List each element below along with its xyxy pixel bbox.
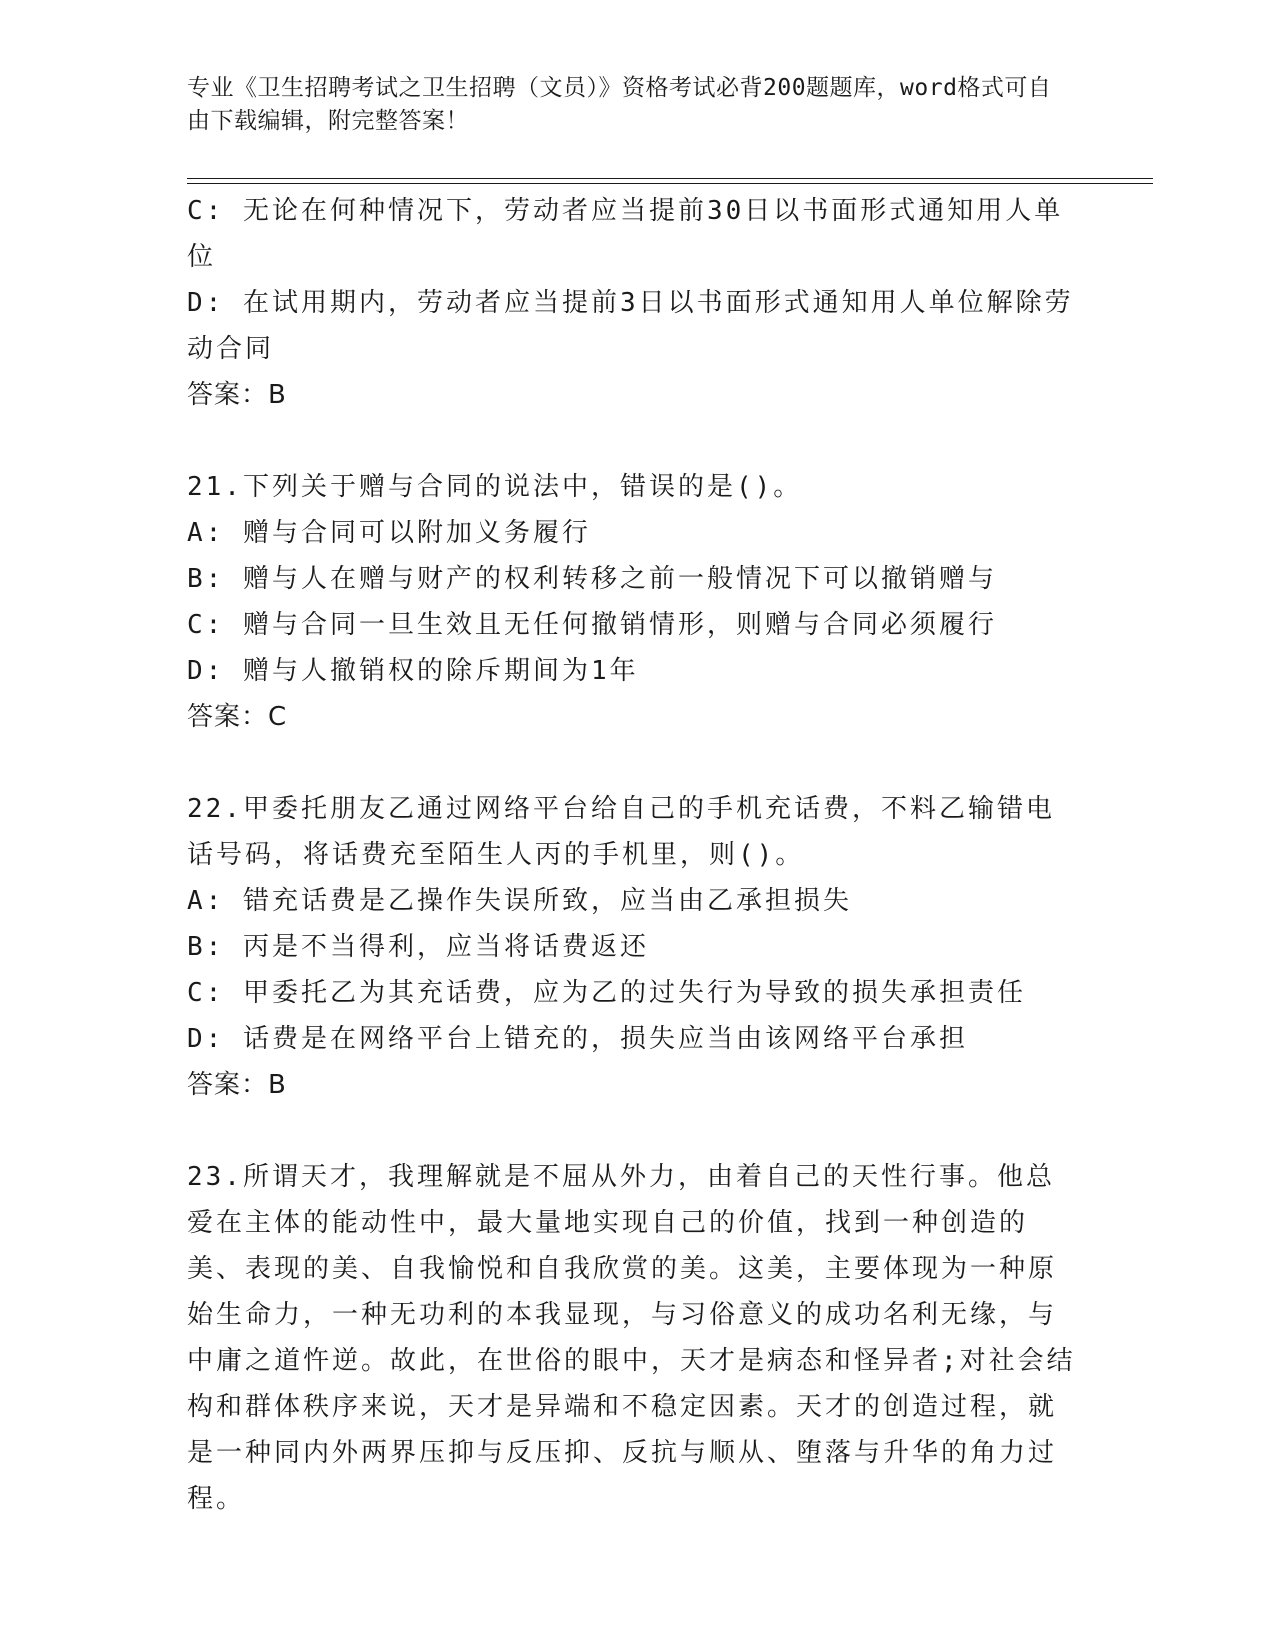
question-23 — [187, 1154, 1077, 1522]
option-c: C: 甲委托乙为其充话费，应为乙的过失行为导致的损失承担责任 — [187, 978, 1026, 1008]
spacer — [187, 1108, 1077, 1154]
option-b: B: 赠与人在赠与财产的权利转移之前一般情况下可以撤销赠与 — [187, 564, 997, 594]
option-d: D: 话费是在网络平台上错充的，损失应当由该网络平台承担 — [187, 1024, 968, 1054]
spacer — [187, 740, 1077, 786]
question-stem: 22.甲委托朋友乙通过网络平台给自己的手机充话费，不料乙输错电话号码，将话费充至陌生人丙的手机里，则()。 — [187, 794, 1055, 870]
question-stem: 21.下列关于赠与合同的说法中，错误的是()。 — [187, 472, 803, 502]
prev-question-tail — [187, 188, 1077, 418]
header-divider-bottom — [187, 183, 1153, 184]
option-d: D: 赠与人撤销权的除斥期间为1年 — [187, 656, 639, 686]
option-d: D: 在试用期内，劳动者应当提前3日以书面形式通知用人单位解除劳动合同 — [187, 288, 1074, 364]
header-divider-top — [187, 178, 1153, 179]
page-header: 专业《卫生招聘考试之卫生招聘（文员）》资格考试必背200题题库，word格式可自由下载编辑，附完整答案！ — [187, 75, 1052, 134]
option-c: C: 赠与合同一旦生效且无任何撤销情形，则赠与合同必须履行 — [187, 610, 997, 640]
option-a: A: 赠与合同可以附加义务履行 — [187, 518, 591, 548]
answer-line: 答案：C — [187, 702, 288, 732]
question-21 — [187, 464, 1077, 740]
answer-line: 答案：B — [187, 1070, 287, 1100]
answer-line: 答案：B — [187, 380, 287, 410]
spacer — [187, 418, 1077, 464]
question-22 — [187, 786, 1077, 1108]
option-c: C: 无论在何种情况下，劳动者应当提前30日以书面形式通知用人单位 — [187, 196, 1064, 272]
option-a: A: 错充话费是乙操作失误所致，应当由乙承担损失 — [187, 886, 852, 916]
question-stem: 23.所谓天才，我理解就是不屈从外力，由着自己的天性行事。他总爱在主体的能动性中，最大量地实现自己的价值，找到一种创造的美、表现的美、自我愉悦和自我欣赏的美。这美，主要体现为一种原始生命力，一种无功利的本我显现，与习俗意义的成功名利无缘，与中庸之道忤逆。故此，在世俗的眼中，天才是病态和怪异者;对社会结构和群体秩序来说，天才是异端和不稳定因素。天才的创造过程，就是一种同内外两界压抑与反压抑、反抗与顺从、堕落与升华的角力过程。 — [187, 1162, 1076, 1514]
option-b: B: 丙是不当得利，应当将话费返还 — [187, 932, 649, 962]
document-content — [187, 188, 1077, 1522]
